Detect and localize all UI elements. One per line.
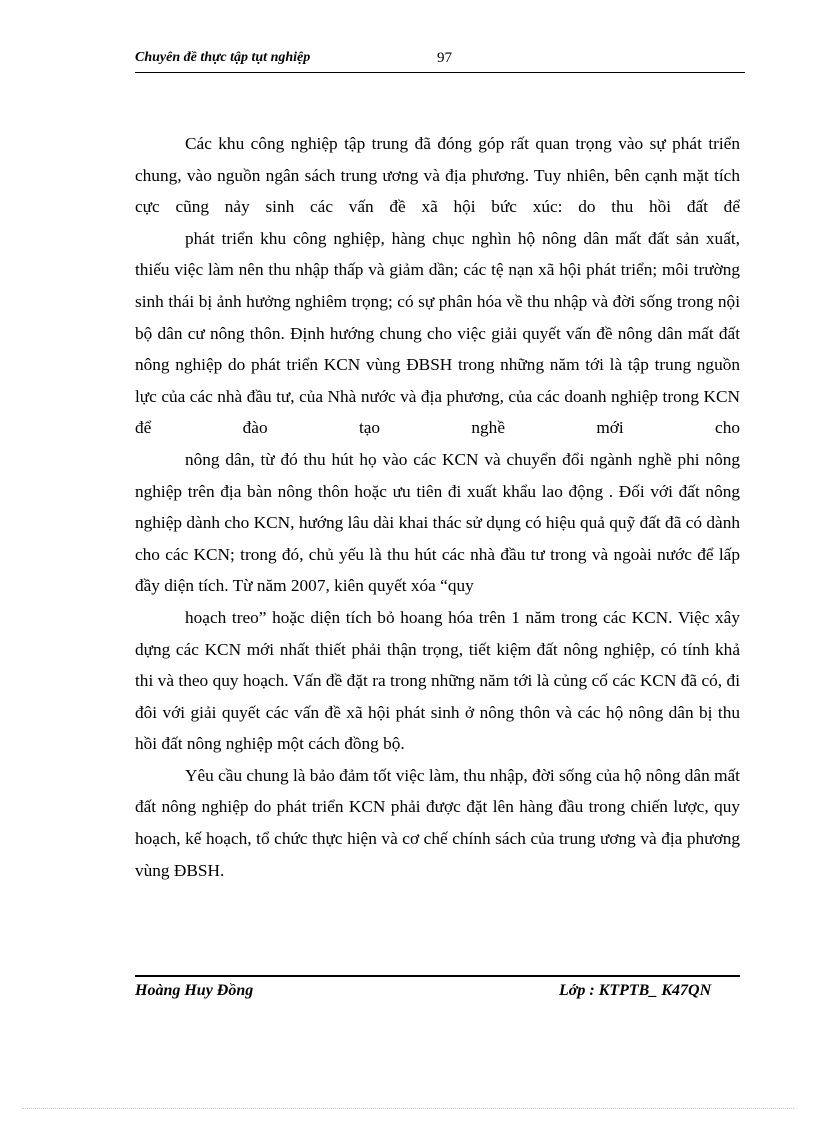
footer-class: Lớp : KTPTB_ K47QN bbox=[559, 982, 712, 999]
paragraph-1: Các khu công nghiệp tập trung đã đóng góp rất quan trọng vào sự phát triển chung, vào nguồn ngân sách trung ương và địa phương. Tuy nhiên, bên cạnh mặt tích cực cũng nảy sinh các vấn đề xã hội bức xúc: do thu hồi đất để bbox=[135, 134, 740, 217]
footer-divider bbox=[135, 975, 740, 977]
paragraph-5: Yêu cầu chung là bảo đảm tốt việc làm, thu nhập, đời sống của hộ nông dân mất đất nông nghiệp do phát triển KCN phải được đặt lên hàng đầu trong chiến lược, quy hoạch, kế hoạch, tổ chức thực hiện và cơ chế chính sách của trung ương và địa phương vùng ĐBSH. bbox=[135, 765, 740, 880]
page-number: 97 bbox=[437, 50, 452, 66]
page-bottom-divider bbox=[22, 1108, 794, 1109]
paragraph-4: hoạch treo” hoặc diện tích bỏ hoang hóa trên 1 năm trong các KCN. Việc xây dựng các KCN mới nhất thiết phải thận trọng, tiết kiệm đất nông nghiệp, có tính khả thi và theo quy hoạch. Vấn đề đặt ra trong những năm tới là củng cố các KCN đã có, đi đôi với giải quyết các vấn đề xã hội phát sinh ở nông thôn và các hộ nông dân bị thu hồi đất nông nghiệp một cách đồng bộ. bbox=[135, 607, 740, 754]
page-header bbox=[135, 48, 745, 73]
header-title: Chuyên đề thực tập tụt nghiệp bbox=[135, 50, 311, 65]
footer-author: Hoàng Huy Đồng bbox=[135, 982, 254, 999]
paragraph-2: phát triển khu công nghiệp, hàng chục nghìn hộ nông dân mất đất sản xuất, thiếu việc làm nên thu nhập thấp và giảm dần; các tệ nạn xã hội phát triển; môi trường sinh thái bị ảnh hưởng nghiêm trọng; có sự phân hóa về thu nhập và đời sống trong nội bộ dân cư nông thôn. Định hướng chung cho việc giải quyết vấn đề nông dân mất đất nông nghiệp do phát triển KCN vùng ĐBSH trong những năm tới là tập trung nguồn lực của các nhà đầu tư, của Nhà nước và địa phương, của các doanh nghiệp trong KCN để đào tạo nghề mới cho bbox=[135, 228, 740, 438]
paragraph-3: nông dân, từ đó thu hút họ vào các KCN và chuyển đổi ngành nghề phi nông nghiệp trên địa bàn nông thôn hoặc ưu tiên đi xuất khẩu lao động . Đối với đất nông nghiệp dành cho KCN, hướng lâu dài khai thác sử dụng có hiệu quả quỹ đất đã có dành cho các KCN; trong đó, chủ yếu là thu hút các nhà đầu tư trong và ngoài nước để lấp đầy diện tích. Từ năm 2007, kiên quyết xóa “quy bbox=[135, 449, 740, 596]
body-text bbox=[135, 128, 740, 886]
